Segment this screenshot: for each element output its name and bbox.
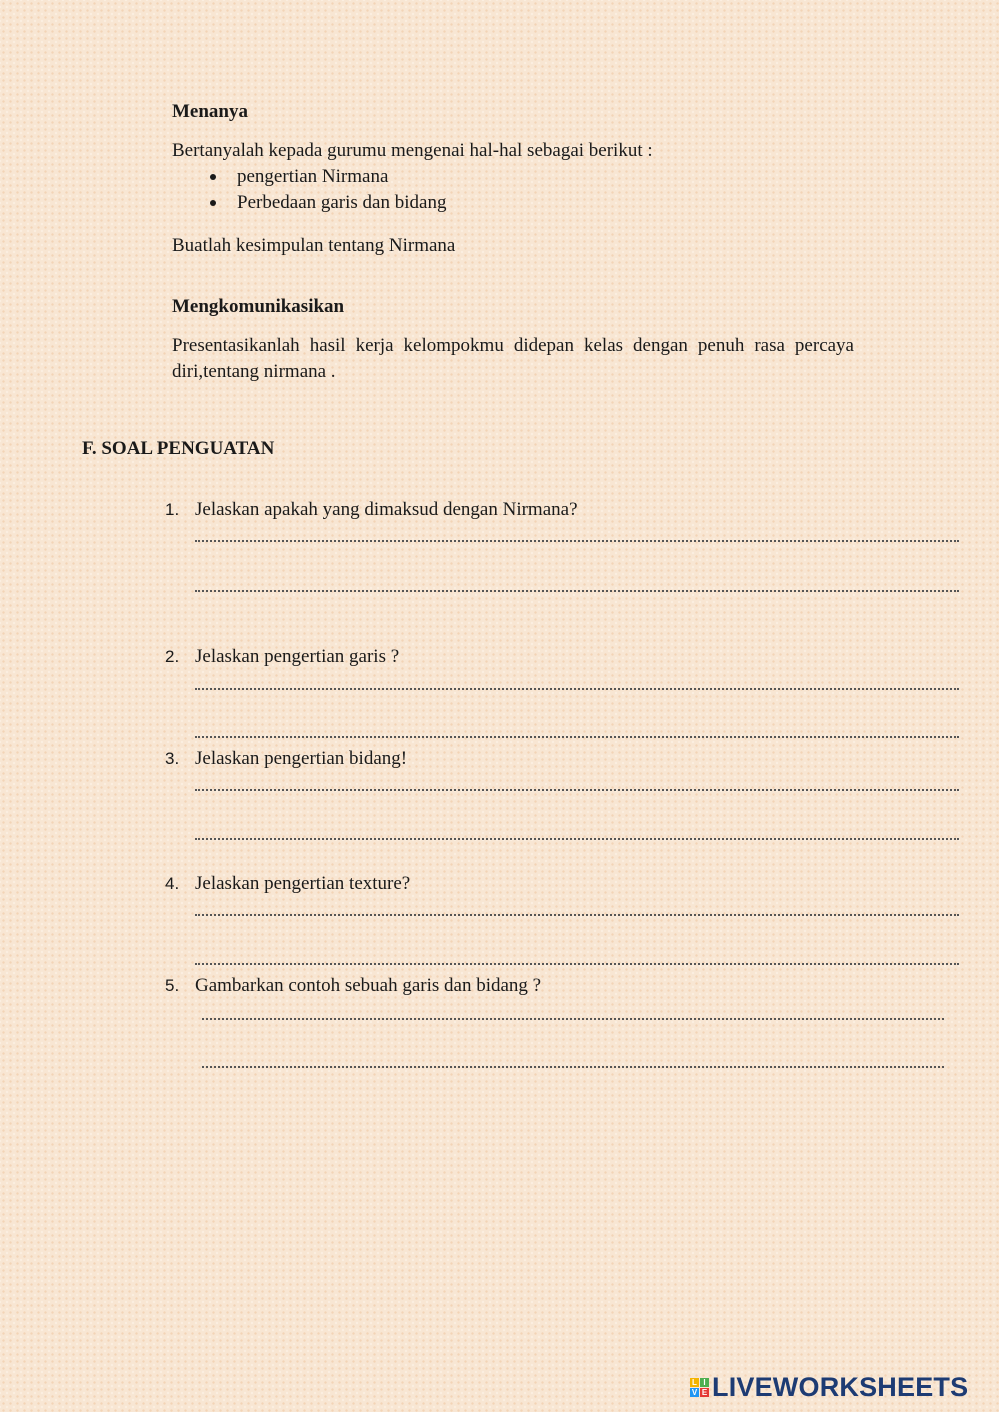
- question-text: Jelaskan pengertian texture?: [195, 873, 411, 894]
- menanya-conclusion: Buatlah kesimpulan tentang Nirmana: [172, 235, 456, 256]
- answer-line[interactable]: [195, 736, 959, 738]
- question-number: 5.: [165, 976, 180, 995]
- answer-line[interactable]: [202, 1018, 944, 1020]
- question-number: 4.: [165, 874, 180, 893]
- logo-letter: L: [690, 1378, 699, 1387]
- logo-letter: E: [701, 1388, 708, 1397]
- answer-line[interactable]: [195, 540, 959, 542]
- answer-line[interactable]: [195, 789, 959, 791]
- answer-line[interactable]: [195, 914, 959, 916]
- question-number: 3.: [165, 749, 180, 768]
- question-text: Gambarkan contoh sebuah garis dan bidang ?: [195, 975, 542, 996]
- mengkomunikasikan-heading: Mengkomunikasikan: [172, 296, 345, 317]
- logo-letter: V: [691, 1388, 698, 1397]
- question-text: Jelaskan apakah yang dimaksud dengan Nirmana?: [195, 499, 578, 520]
- answer-line[interactable]: [195, 963, 959, 965]
- mengkomunikasikan-text: Presentasikanlah hasil kerja kelompokmu didepan kelas dengan penuh rasa percaya diri,tentang nirmana .: [172, 335, 854, 382]
- question-number: 1.: [165, 500, 180, 519]
- logo-text: LIVEWORKSHEETS: [712, 1372, 969, 1402]
- bullet-icon: [210, 174, 216, 180]
- menanya-intro: Bertanyalah kepada gurumu mengenai hal-hal sebagai berikut :: [172, 140, 653, 161]
- question-text: Jelaskan pengertian garis ?: [195, 646, 400, 667]
- menanya-heading: Menanya: [172, 101, 248, 122]
- bullet-icon: [210, 200, 216, 206]
- bullet-item: pengertian Nirmana: [237, 166, 389, 187]
- question-text: Jelaskan pengertian bidang!: [195, 748, 408, 769]
- answer-line[interactable]: [195, 688, 959, 690]
- logo-letter: I: [700, 1378, 709, 1387]
- logo-grid-icon: [690, 1378, 709, 1397]
- liveworksheets-logo: [690, 1372, 968, 1403]
- answer-line[interactable]: [202, 1066, 944, 1068]
- section-f-title: F. SOAL PENGUATAN: [82, 438, 275, 459]
- answer-line[interactable]: [195, 838, 959, 840]
- question-number: 2.: [165, 647, 180, 666]
- bullet-item: Perbedaan garis dan bidang: [237, 192, 447, 213]
- answer-line[interactable]: [195, 590, 959, 592]
